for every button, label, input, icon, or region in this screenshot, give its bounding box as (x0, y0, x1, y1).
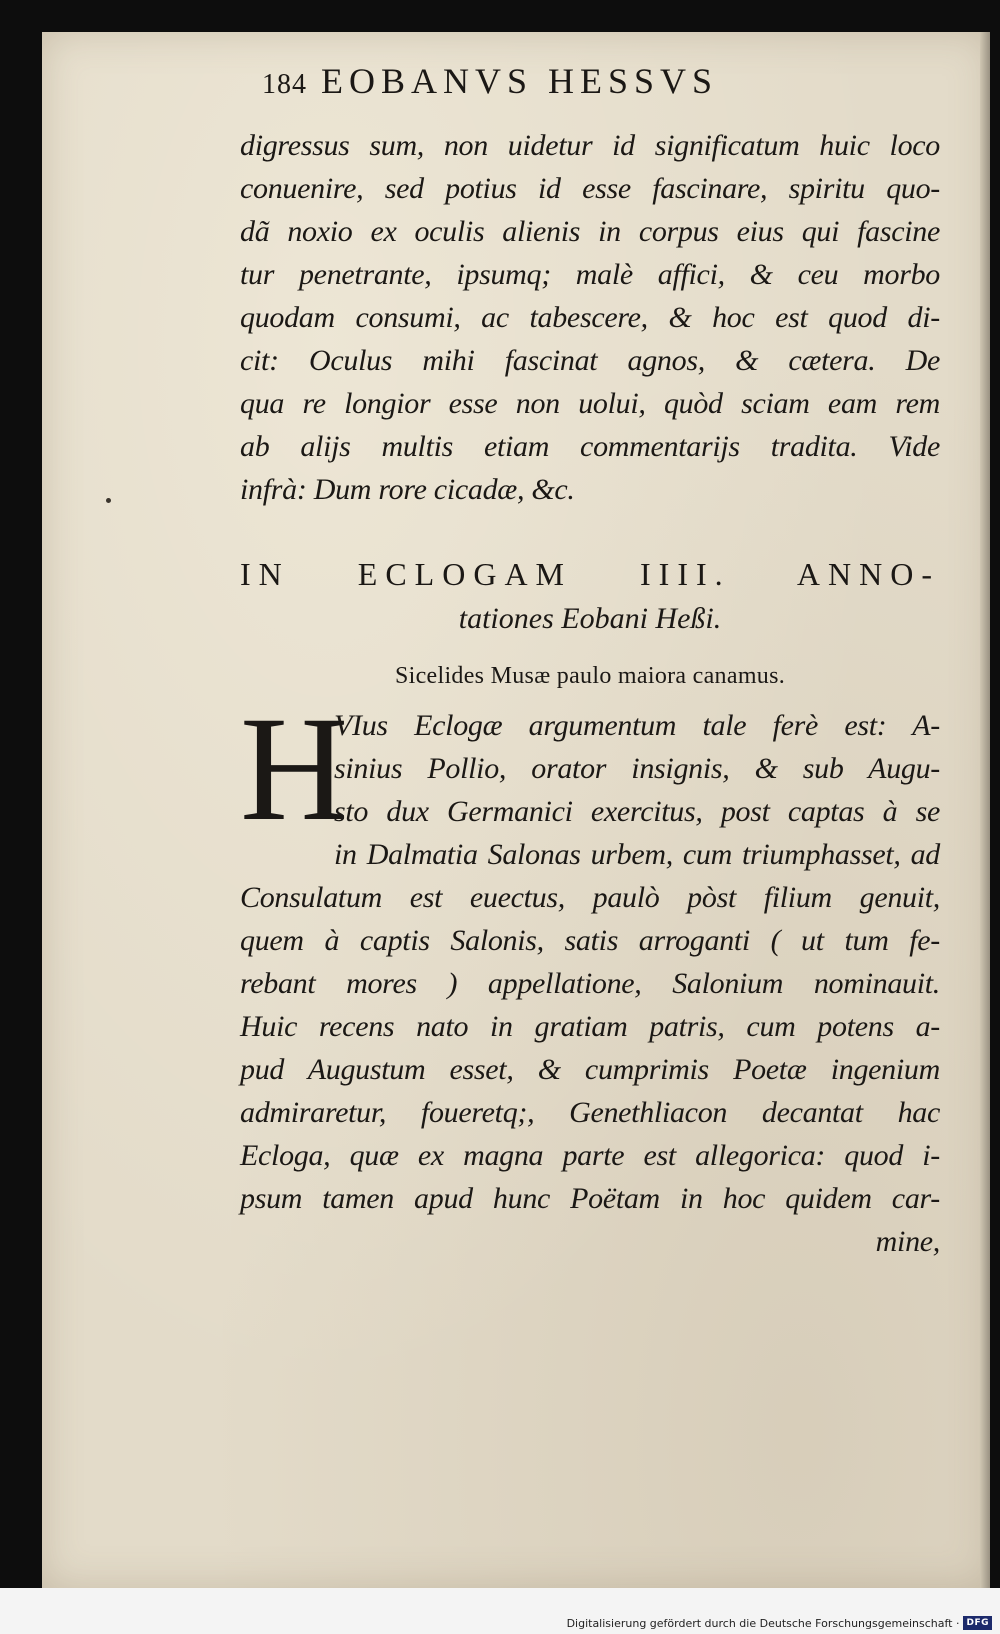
text-line: psum tamen apud hunc Poëtam in hoc quidem car- (240, 1182, 940, 1215)
text-line: ab alijs multis etiam commentarijs tradita. Vide (240, 430, 940, 463)
section-subheading: tationes Eobani Heßi. (458, 602, 722, 635)
text-line: rebant mores ) appellatione, Salonium nominauit. (240, 967, 940, 1000)
section-heading: IN ECLOGAM IIII. ANNO- (240, 556, 940, 592)
text-line: tur penetrante, ipsumq; malè affici, & ceu morbo (240, 258, 940, 291)
footer-strip (0, 1588, 1000, 1634)
running-head (240, 60, 940, 124)
text-line: pud Augustum esset, & cumprimis Poetæ ingenium (240, 1053, 940, 1086)
catchword: mine, (875, 1225, 940, 1258)
commentary-body (240, 686, 940, 1263)
running-title: EOBANVS HESSVS (321, 61, 719, 101)
text-line: dã noxio ex oculis alienis in corpus eius qui fascine (240, 215, 940, 248)
drop-cap-initial: H (240, 686, 349, 852)
text-line: Huic recens nato in gratiam patris, cum potens a- (240, 1010, 940, 1043)
text-line: conuenire, sed potius id esse fascinare, spiritu quo- (240, 172, 940, 205)
text-line: sinius Pollio, orator insignis, & sub Augu- (334, 752, 940, 785)
text-line: admiraretur, foueretq;, Genethliacon decantat hac (240, 1096, 940, 1129)
text-line: digressus sum, non uidetur id significatum huic loco (240, 129, 940, 162)
digitization-credit (567, 1616, 992, 1630)
text-line: sto dux Germanici exercitus, post captas à se (334, 795, 940, 828)
dfg-logo: DFG (963, 1616, 992, 1630)
text-line: Ecloga, quæ ex magna parte est allegorica: quod i- (240, 1139, 940, 1172)
commentary-paragraph (240, 686, 940, 1263)
text-line: quem à captis Salonis, satis arroganti ( ut tum fe- (240, 924, 940, 957)
text-line: cit: Oculus mihi fascinat agnos, & cætera. De (240, 344, 940, 377)
page-edge (980, 32, 990, 1588)
margin-ink-spot (106, 498, 111, 503)
text-line: qua re longior esse non uolui, quòd sciam eam rem (240, 387, 940, 420)
text-line: in Dalmatia Salonas urbem, cum triumphasset, ad (334, 838, 940, 871)
page-number: 184 (262, 69, 307, 100)
credit-text: Digitalisierung gefördert durch die Deutsche Forschungsgemeinschaft · (566, 1616, 960, 1630)
text-line: quodam consumi, ac tabescere, & hoc est quod di- (240, 301, 940, 334)
opening-paragraph (240, 124, 940, 511)
text-line: Consulatum est euectus, paulò pòst filium genuit, (240, 881, 940, 914)
text-line: VIus Eclogæ argumentum tale ferè est: A- (334, 709, 940, 742)
text-line: infrà: Dum rore cicadæ, &c. (240, 473, 575, 506)
page-text-block (240, 60, 940, 1263)
verse-lemma: Sicelides Musæ paulo maiora canamus. (394, 663, 786, 689)
